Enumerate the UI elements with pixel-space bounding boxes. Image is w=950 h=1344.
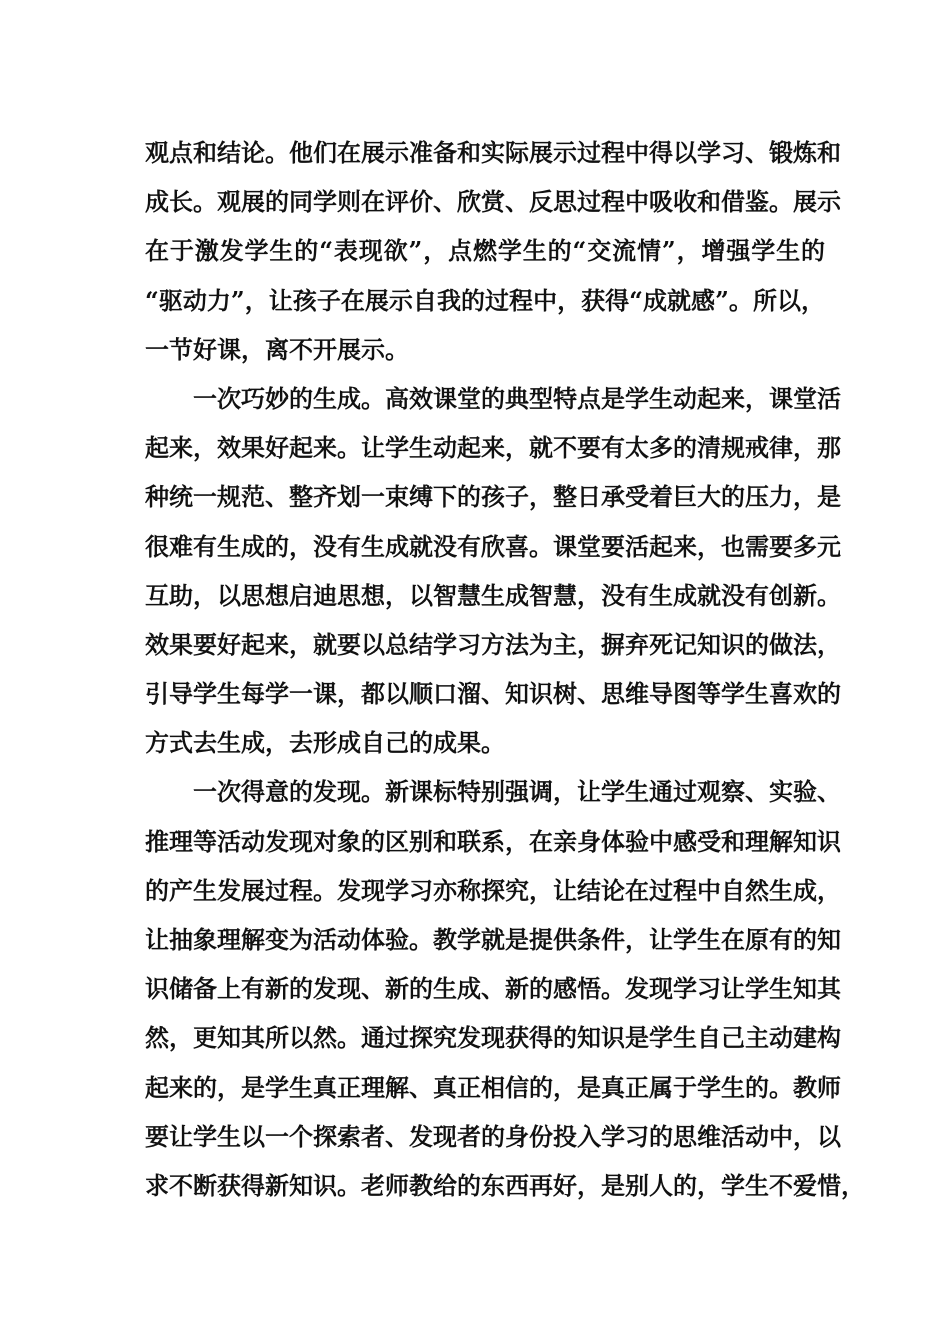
text-line: 很难有生成的，没有生成就没有欣喜。课堂要活起来，也需要多元 (145, 531, 841, 561)
text-line: 推理等活动发现对象的区别和联系，在亲身体验中感受和理解知识 (145, 826, 841, 856)
text-line: 让抽象理解变为活动体验。教学就是提供条件，让学生在原有的知 (145, 925, 841, 954)
body-text (145, 128, 865, 1210)
text-line: 起来，效果好起来。让学生动起来，就不要有太多的清规戒律，那 (145, 433, 841, 463)
text-line: 种统一规范、整齐划一束缚下的孩子，整日承受着巨大的压力，是 (145, 482, 841, 512)
text-line: 要让学生以一个探索者、发现者的身份投入学习的思维活动中，以 (145, 1121, 841, 1151)
text-line: 识储备上有新的发现、新的生成、新的感悟。发现学习让学生知其 (145, 974, 841, 1004)
text-line: “驱动力”，让孩子在展示自我的过程中，获得“成就感”。所以， (145, 285, 825, 315)
text-line: 引导学生每学一课，都以顺口溜、知识树、思维导图等学生喜欢的 (145, 679, 841, 709)
text-line: 一节好课，离不开展示。 (145, 334, 409, 364)
text-line: 在于激发学生的“表现欲”，点燃学生的“交流情”，增强学生的 (145, 236, 825, 266)
text-line: 的产生发展过程。发现学习亦称探究，让结论在过程中自然生成， (145, 875, 841, 905)
text-line: 效果要好起来，就要以总结学习方法为主，摒弃死记知识的做法， (145, 629, 841, 659)
text-line: 方式去生成，去形成自己的成果。 (145, 728, 505, 758)
text-line: 一次巧妙的生成。高效课堂的典型特点是学生动起来，课堂活 (145, 383, 841, 413)
text-line: 然，更知其所以然。通过探究发现获得的知识是学生自己主动建构 (145, 1023, 841, 1053)
text-line: 成长。观展的同学则在评价、欣赏、反思过程中吸收和借鉴。展示 (145, 187, 841, 217)
text-line: 观点和结论。他们在展示准备和实际展示过程中得以学习、锻炼和 (145, 138, 841, 167)
text-line: 互助，以思想启迪思想，以智慧生成智慧，没有生成就没有创新。 (145, 580, 841, 610)
text-line: 求不断获得新知识。老师教给的东西再好，是别人的，学生不爱惜， (145, 1170, 865, 1200)
text-line: 一次得意的发现。新课标特别强调，让学生通过观察、实验、 (145, 777, 841, 807)
text-line: 起来的，是学生真正理解、真正相信的，是真正属于学生的。教师 (145, 1072, 841, 1102)
